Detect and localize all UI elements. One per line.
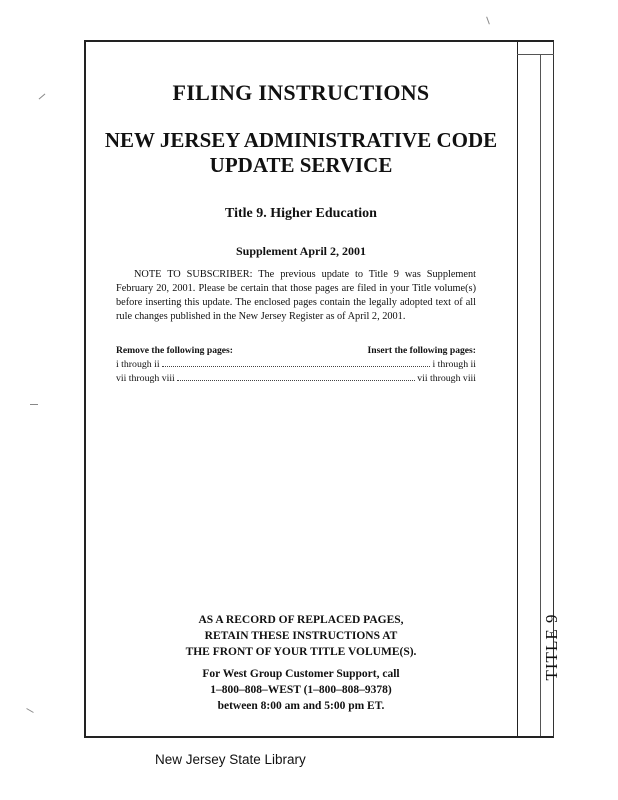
- support-line-3: between 8:00 am and 5:00 pm ET.: [217, 700, 385, 712]
- insert-range: i through ii: [432, 359, 476, 370]
- customer-support: [86, 666, 516, 714]
- record-line-3: THE FRONT OF YOUR TITLE VOLUME(S).: [185, 646, 417, 658]
- insert-range: vii through viii: [417, 373, 476, 384]
- tab-top-line: [517, 54, 554, 55]
- library-stamp: New Jersey State Library: [155, 752, 306, 767]
- dot-leader: [162, 358, 431, 367]
- record-line-2: RETAIN THESE INSTRUCTIONS AT: [204, 630, 398, 642]
- record-line-1: AS A RECORD OF REPLACED PAGES,: [198, 614, 404, 626]
- remove-range: i through ii: [116, 359, 160, 370]
- scan-mark: [39, 94, 46, 100]
- dot-leader: [177, 372, 415, 381]
- scan-mark: [30, 404, 38, 405]
- page-title: FILING INSTRUCTIONS: [172, 80, 430, 105]
- supplement-date: Supplement April 2, 2001: [235, 244, 367, 258]
- support-line-2: 1–800–808–WEST (1–800–808–9378): [210, 684, 392, 696]
- remove-range: vii through viii: [116, 373, 175, 384]
- remove-pages-header: Remove the following pages:: [116, 345, 233, 356]
- list-item: [116, 358, 476, 370]
- title-number: Title 9. Higher Education: [225, 206, 377, 221]
- scan-mark: [26, 708, 33, 713]
- subtitle-line-1: NEW JERSEY ADMINISTRATIVE CODE: [104, 128, 498, 152]
- page-subtitle: [86, 128, 516, 178]
- insert-pages-header: Insert the following pages:: [367, 345, 476, 356]
- support-line-1: For West Group Customer Support, call: [202, 668, 400, 680]
- record-notice: [86, 612, 516, 660]
- pages-list-header: [116, 345, 476, 356]
- title-tab-label: TITLE 9: [542, 613, 561, 681]
- subscriber-note-text: NOTE TO SUBSCRIBER: The previous update to Title 9 was Supplement February 20, 2001. Please be certain that those pages are filed in your Title volume(s) before inserting this update. The enclosed pages contain the legally adopted text of all rule changes published in the New Jersey Register as of April 2, 2001.: [116, 269, 476, 322]
- scan-mark: [486, 17, 490, 25]
- list-item: [116, 372, 476, 384]
- subtitle-line-2: UPDATE SERVICE: [209, 153, 393, 177]
- subscriber-note: [116, 268, 476, 324]
